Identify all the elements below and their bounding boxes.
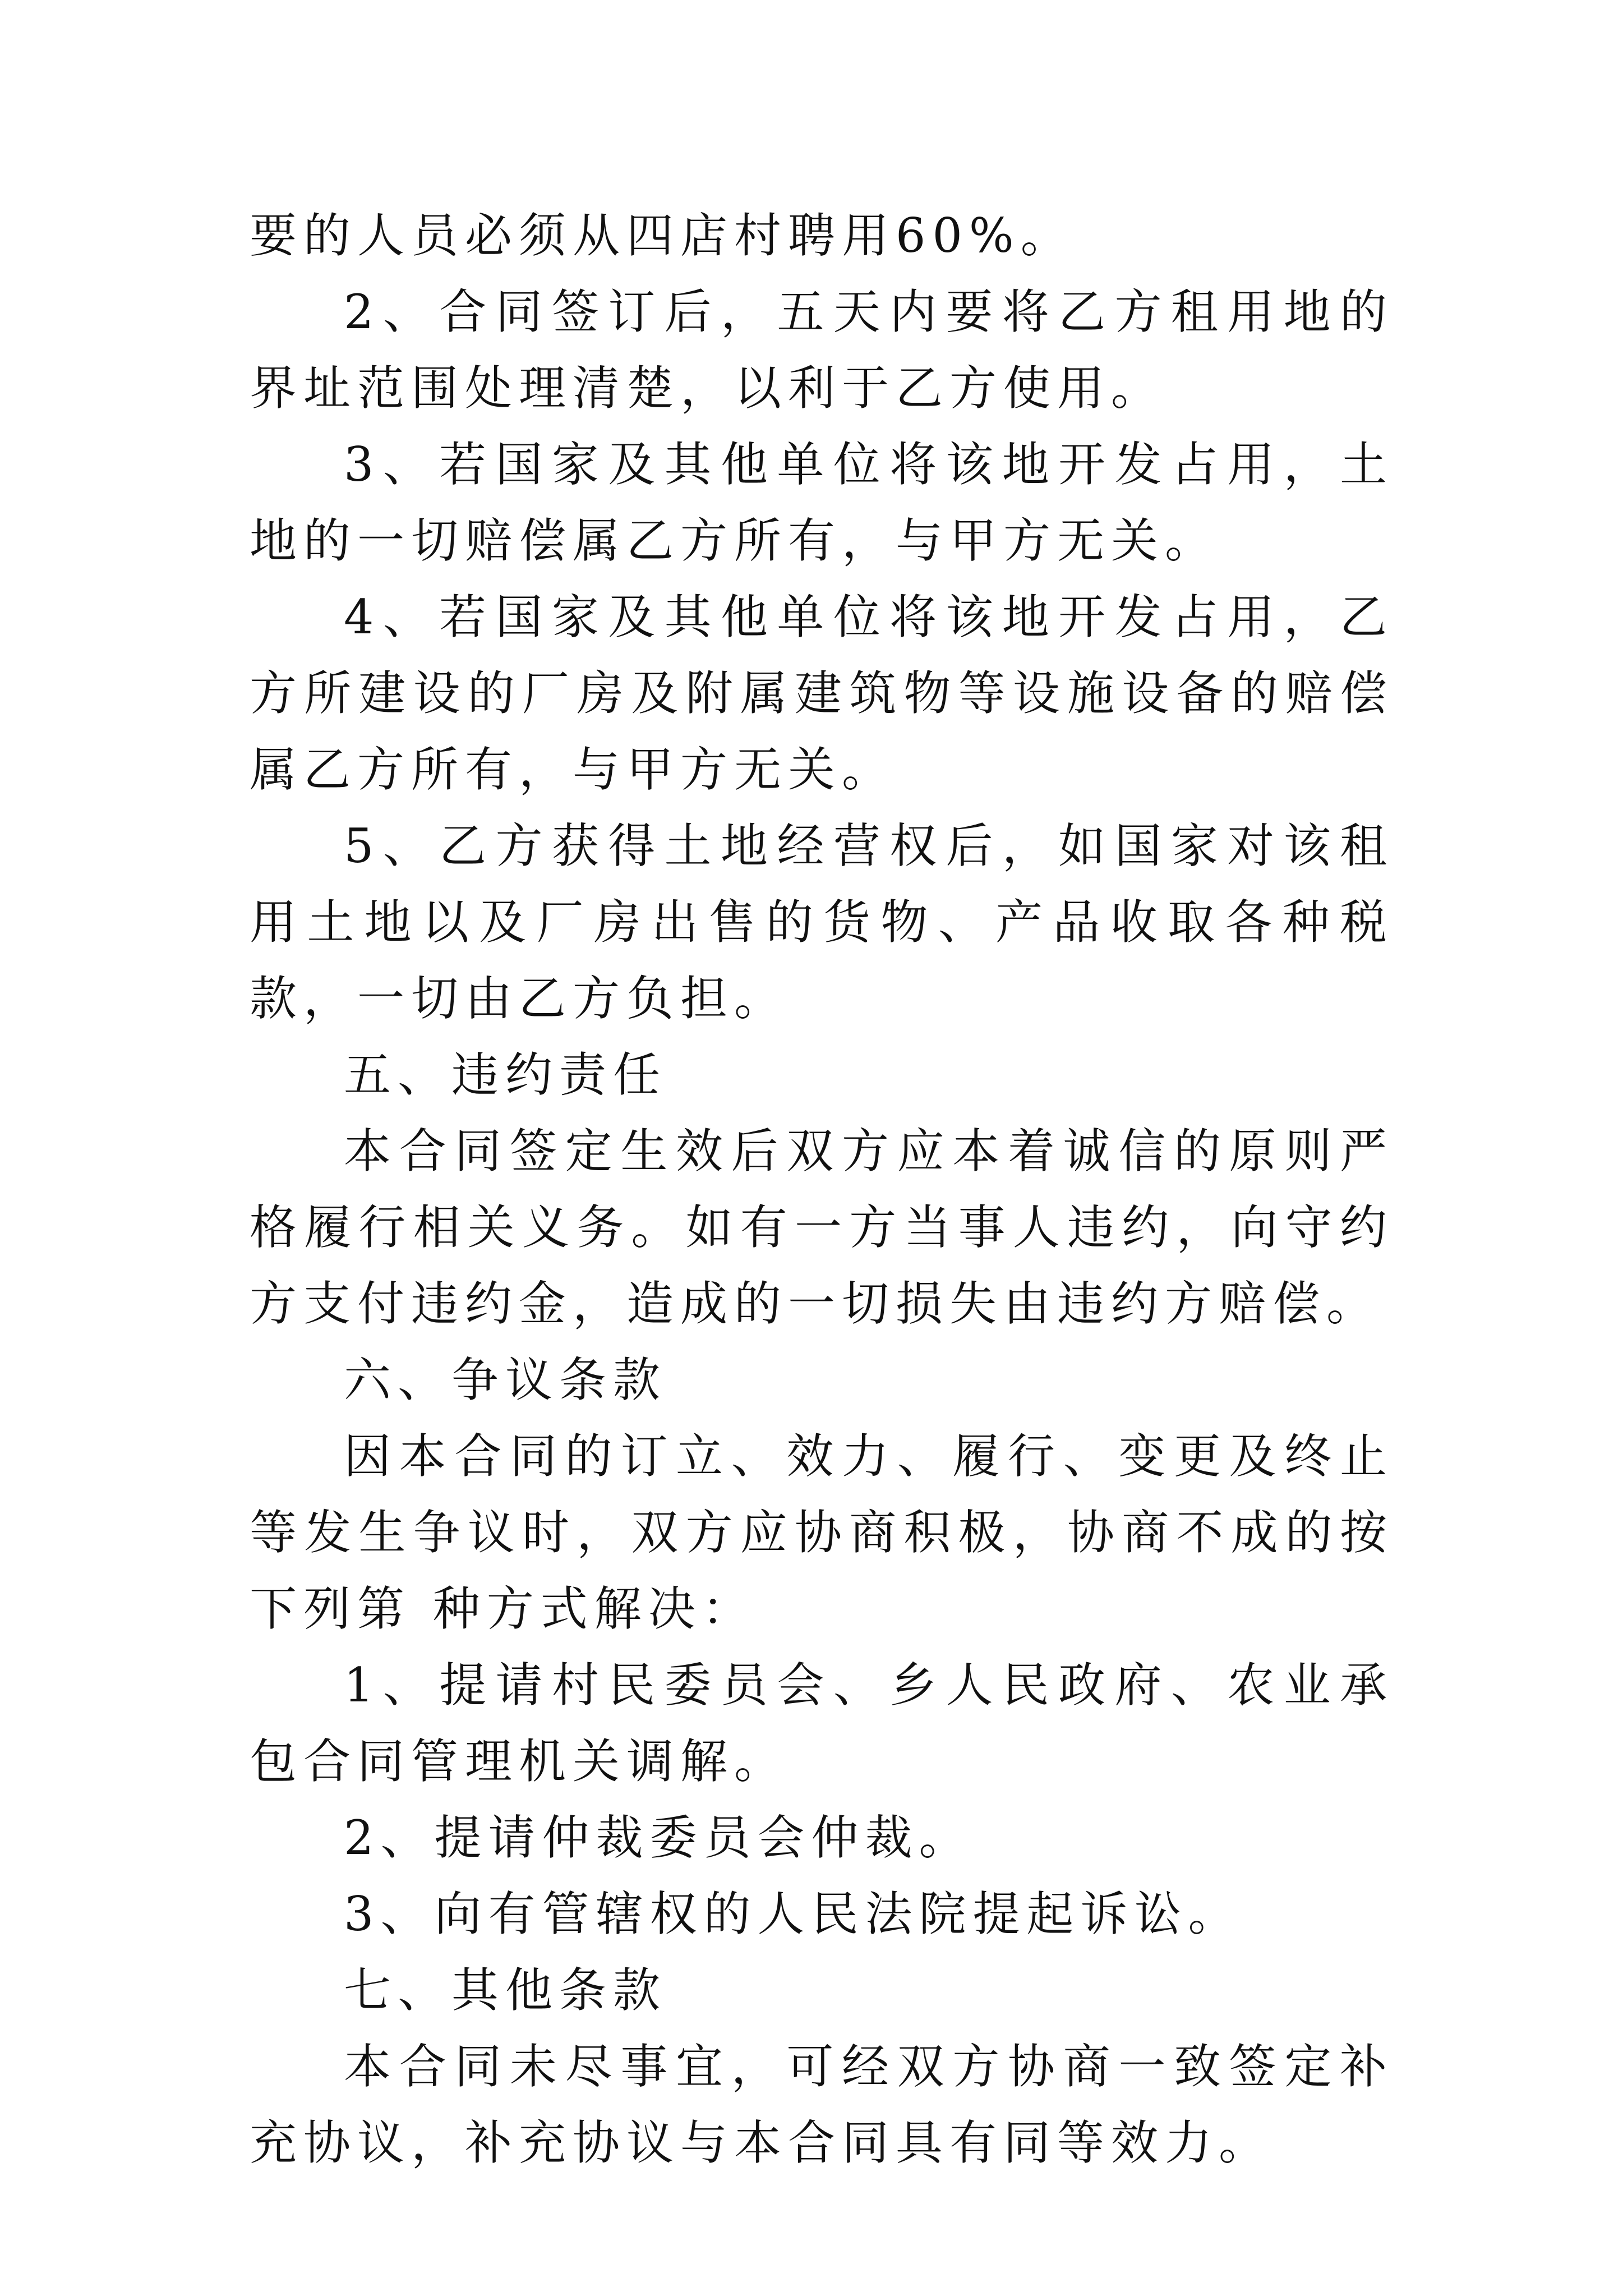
- dispute-text: 因本合同的订立、效力、履行、变更及终止等发生争议时，双方应协商积极，协商不成的按下列第 种方式解决：: [250, 1429, 1394, 1636]
- section-heading-other-terms: 七、其他条款: [344, 1963, 667, 2018]
- dispute-option-3: 3、向有管辖权的人民法院提起诉讼。: [344, 1887, 1242, 1941]
- paragraph-continuation: 要的人员必须从四店村聘用60%。: [250, 208, 1075, 263]
- document-body: [250, 197, 1394, 2181]
- section-heading-breach-liability: 五、违约责任: [344, 1047, 667, 1102]
- dispute-option-2: 2、提请仲裁委员会仲裁。: [344, 1810, 973, 1865]
- clause-2: 2、合同签订后，五天内要将乙方租用地的界址范围处理清楚，以利于乙方使用。: [250, 284, 1394, 416]
- breach-liability-text: 本合同签定生效后双方应本着诚信的原则严格履行相关义务。如有一方当事人违约，向守约方支付违约金，造成的一切损失由违约方赔偿。: [250, 1124, 1394, 1331]
- other-terms-text: 本合同未尽事宜，可经双方协商一致签定补充协议，补充协议与本合同具有同等效力。: [250, 2039, 1394, 2170]
- section-heading-dispute: 六、争议条款: [344, 1352, 667, 1407]
- clause-4: 4、若国家及其他单位将该地开发占用，乙方所建设的厂房及附属建筑物等设施设备的赔偿属乙方所有，与甲方无关。: [250, 590, 1394, 797]
- clause-3: 3、若国家及其他单位将该地开发占用，土地的一切赔偿属乙方所有，与甲方无关。: [250, 437, 1394, 568]
- dispute-option-1: 1、提请村民委员会、乡人民政府、农业承包合同管理机关调解。: [250, 1658, 1394, 1789]
- clause-5: 5、乙方获得土地经营权后，如国家对该租用土地以及厂房出售的货物、产品收取各种税款，一切由乙方负担。: [250, 818, 1394, 1026]
